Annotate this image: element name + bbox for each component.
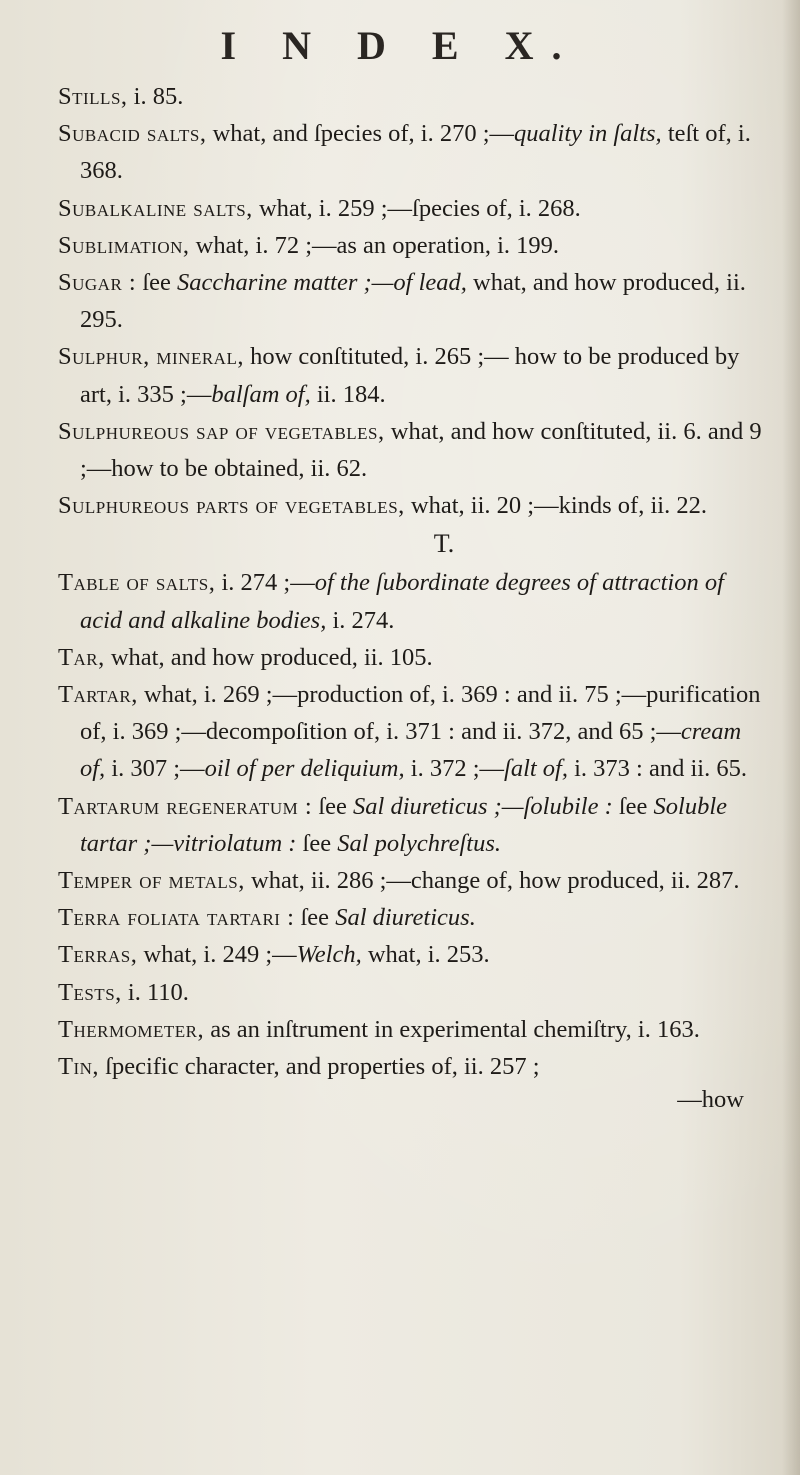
entry-text: as an inſtrument in experimental chemiſtry, i. 163. xyxy=(204,1015,700,1043)
entry-italic-text: of the ſubordinate degrees of attraction of acid and alkaline bodies, xyxy=(80,569,724,634)
entry-headword: Temper of metals, xyxy=(58,867,245,895)
entry-text: ſee xyxy=(296,829,338,857)
entry-text: ſee xyxy=(136,269,178,297)
entry-italic-text: Sal diureticus ;—ſolubile : xyxy=(353,792,613,820)
entry-text: what, i. 259 ;—ſpecies of, i. 268. xyxy=(252,194,581,222)
entry-italic-text: ſalt of, xyxy=(504,755,568,783)
entry-text: what, and ſpecies of, i. 270 ;— xyxy=(206,120,514,148)
entry-headword: Terras, xyxy=(58,941,138,969)
entry-text: i. 274. xyxy=(326,606,395,634)
entry-headword: Sulphureous parts of vegetables, xyxy=(58,492,405,520)
index-entry xyxy=(58,564,770,638)
entry-text: what, i. 253. xyxy=(361,941,490,969)
entry-headword: Sublimation, xyxy=(58,231,190,259)
entry-headword: Subacid salts, xyxy=(58,120,207,148)
index-group-s xyxy=(58,78,770,524)
index-entry xyxy=(58,974,770,1011)
entry-headword: Thermometer, xyxy=(58,1015,205,1043)
page-edge-shadow xyxy=(782,0,800,1475)
index-entry xyxy=(58,899,770,936)
entry-headword: Terra foliata tartari : xyxy=(58,904,295,932)
index-group-t xyxy=(58,564,770,1085)
entry-text: i. 373 : and ii. 65. xyxy=(568,755,747,783)
entry-italic-text: cream of, xyxy=(80,718,742,783)
entry-italic-text: Sal polychreſtus. xyxy=(337,829,501,857)
entry-text: i. 372 ;— xyxy=(404,755,505,783)
index-entry xyxy=(58,338,770,412)
entry-text: what, i. 72 ;—as an operation, i. 199. xyxy=(189,231,560,259)
entry-text: i. 110. xyxy=(121,978,189,1006)
entry-text: i. 307 ;— xyxy=(105,755,205,783)
entry-headword: Tin, xyxy=(58,1053,100,1081)
index-entry xyxy=(58,936,770,973)
entry-headword: Subalkaline salts, xyxy=(58,194,253,222)
entry-text: how conſtituted, i. 265 ;— how to be produced by art, i. 335 ;— xyxy=(80,343,740,408)
entry-headword: Sulphur, mineral, xyxy=(58,343,244,371)
index-entry xyxy=(58,1011,770,1048)
entry-headword: Tar, xyxy=(58,643,105,671)
entry-text: ſee xyxy=(612,792,654,820)
index-entry xyxy=(58,1048,770,1085)
entry-headword: Table of salts, xyxy=(58,569,216,597)
entry-text: ſee xyxy=(294,904,336,932)
entry-text: what, and how produced, ii. 105. xyxy=(104,643,433,671)
entry-italic-text: oil of per deliquium, xyxy=(204,755,405,783)
entry-headword: Stills, xyxy=(58,83,128,110)
catchword: —how xyxy=(677,1086,744,1114)
entry-italic-text: Soluble tartar ;—vitriolatum : xyxy=(80,792,728,857)
index-columns xyxy=(58,78,770,1115)
entry-text: ſpecific character, and properties of, ii. 257 ; xyxy=(99,1053,540,1081)
index-entry xyxy=(58,639,770,676)
index-entry xyxy=(58,190,770,227)
entry-text: what, ii. 286 ;—change of, how produced, ii. 287. xyxy=(244,867,740,895)
entry-text: teſt of, i. 368. xyxy=(80,120,751,185)
entry-headword: Tests, xyxy=(58,978,122,1006)
index-entry xyxy=(58,227,770,264)
index-entry xyxy=(58,487,770,524)
entry-text: what, ii. 20 ;—kinds of, ii. 22. xyxy=(404,492,707,520)
entry-headword: Tartarum regeneratum : xyxy=(58,792,313,820)
index-entry xyxy=(58,676,770,788)
index-entry xyxy=(58,264,770,338)
section-letter: T. xyxy=(433,529,455,559)
entry-headword: Sulphureous sap of vegetables, xyxy=(58,417,385,445)
entry-italic-text: quality in ſalts, xyxy=(514,120,662,148)
entry-text: what, i. 269 ;—production of, i. 369 : and ii. 75 ;—purification of, i. 369 ;—decompoſition of, i. 371 : and ii. 372, and 65 ;— xyxy=(80,681,761,746)
index-entry xyxy=(58,413,770,487)
entry-italic-text: balſam of, xyxy=(211,380,311,408)
entry-text: what, i. 249 ;— xyxy=(137,941,297,969)
entry-text: what, and how conſtituted, ii. 6. and 9 ;—how to be obtained, ii. 62. xyxy=(80,417,762,483)
entry-text: ſee xyxy=(312,792,354,820)
entry-italic-text: Saccharine matter ;—of lead, xyxy=(177,269,467,297)
entry-text: i. 274 ;— xyxy=(215,569,315,597)
entry-headword: Sugar : xyxy=(58,269,137,297)
entry-text: what, and how produced, ii. 295. xyxy=(80,269,746,334)
entry-text: i. 85. xyxy=(127,83,184,110)
index-entry xyxy=(58,862,770,899)
index-entry xyxy=(58,78,770,115)
entry-text: ii. 184. xyxy=(310,380,386,408)
entry-headword: Tartar, xyxy=(58,681,138,709)
entry-italic-text: Welch, xyxy=(296,941,362,969)
index-entry xyxy=(58,115,770,189)
running-header: I N D E X. xyxy=(220,23,580,68)
index-entry xyxy=(58,788,770,862)
entry-italic-text: Sal diureticus. xyxy=(335,904,476,932)
